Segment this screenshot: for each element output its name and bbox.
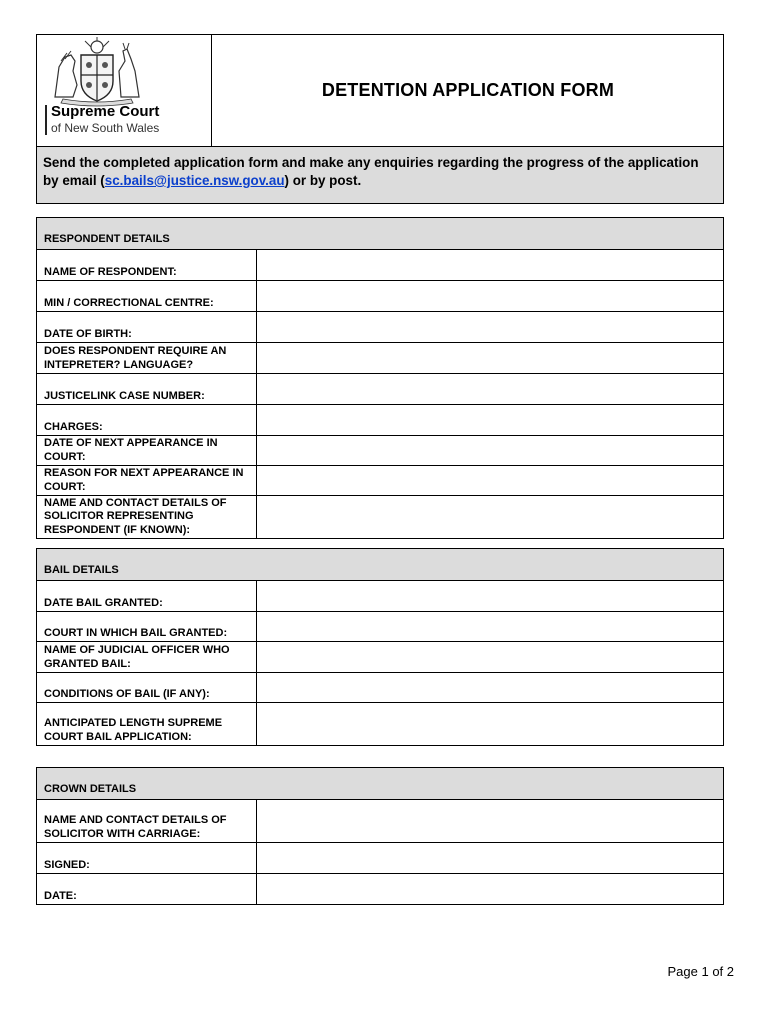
field-label: NAME AND CONTACT DETAILS OF SOLICITOR WITH CARRIAGE: bbox=[37, 800, 257, 842]
field-label: COURT IN WHICH BAIL GRANTED: bbox=[37, 612, 257, 641]
instructions-text-end: ) or by post. bbox=[284, 173, 362, 188]
logo-name: Supreme Court bbox=[51, 103, 160, 120]
field-label: DATE OF NEXT APPEARANCE IN COURT: bbox=[37, 436, 257, 465]
bail-details-section bbox=[36, 548, 724, 746]
date-of-birth-field[interactable] bbox=[257, 312, 723, 342]
crown-details-section bbox=[36, 767, 724, 905]
table-row bbox=[37, 874, 723, 904]
table-row bbox=[37, 703, 723, 745]
field-label: DOES RESPONDENT REQUIRE AN INTEPRETER? LANGUAGE? bbox=[37, 343, 257, 373]
field-label: REASON FOR NEXT APPEARANCE IN COURT: bbox=[37, 466, 257, 495]
table-row bbox=[37, 843, 723, 874]
table-row bbox=[37, 343, 723, 374]
logo-divider bbox=[45, 105, 47, 135]
field-label: NAME OF RESPONDENT: bbox=[37, 250, 257, 280]
table-row bbox=[37, 281, 723, 312]
field-label: DATE: bbox=[37, 874, 257, 904]
next-appearance-date-field[interactable] bbox=[257, 436, 723, 465]
table-row bbox=[37, 612, 723, 642]
table-row bbox=[37, 581, 723, 612]
correctional-centre-field[interactable] bbox=[257, 281, 723, 311]
field-label: DATE BAIL GRANTED: bbox=[37, 581, 257, 611]
instructions-text: Send the completed application form and make any enquiries regarding the progress of the application by email ( bbox=[43, 155, 699, 188]
respondent-solicitor-field[interactable] bbox=[257, 496, 723, 538]
signature-field[interactable] bbox=[257, 843, 723, 873]
form-header bbox=[36, 34, 724, 204]
respondent-details-section bbox=[36, 217, 724, 539]
field-label: NAME OF JUDICIAL OFFICER WHO GRANTED BAIL: bbox=[37, 642, 257, 672]
page-number: Page 1 of 2 bbox=[667, 964, 734, 979]
application-length-field[interactable] bbox=[257, 703, 723, 745]
section-heading: BAIL DETAILS bbox=[37, 549, 723, 581]
email-link[interactable]: sc.bails@justice.nsw.gov.au bbox=[104, 173, 285, 188]
field-label: MIN / CORRECTIONAL CENTRE: bbox=[37, 281, 257, 311]
field-label: SIGNED: bbox=[37, 843, 257, 873]
crown-solicitor-field[interactable] bbox=[257, 800, 723, 842]
judicial-officer-field[interactable] bbox=[257, 642, 723, 672]
table-row bbox=[37, 436, 723, 466]
field-label: ANTICIPATED LENGTH SUPREME COURT BAIL APPLICATION: bbox=[37, 703, 257, 745]
field-label: CHARGES: bbox=[37, 405, 257, 435]
date-field[interactable] bbox=[257, 874, 723, 904]
table-row bbox=[37, 496, 723, 538]
next-appearance-reason-field[interactable] bbox=[257, 466, 723, 495]
interpreter-field[interactable] bbox=[257, 343, 723, 373]
table-row bbox=[37, 374, 723, 405]
field-label: NAME AND CONTACT DETAILS OF SOLICITOR REPRESENTING RESPONDENT (IF KNOWN): bbox=[37, 496, 257, 538]
bail-court-field[interactable] bbox=[257, 612, 723, 641]
table-row bbox=[37, 800, 723, 843]
field-label: DATE OF BIRTH: bbox=[37, 312, 257, 342]
form-title: DETENTION APPLICATION FORM bbox=[321, 80, 615, 100]
table-row bbox=[37, 466, 723, 496]
bail-conditions-field[interactable] bbox=[257, 673, 723, 702]
table-row bbox=[37, 405, 723, 436]
instructions bbox=[37, 146, 723, 203]
logo-subname: of New South Wales bbox=[51, 121, 160, 135]
field-label: CONDITIONS OF BAIL (IF ANY): bbox=[37, 673, 257, 702]
charges-field[interactable] bbox=[257, 405, 723, 435]
bail-date-field[interactable] bbox=[257, 581, 723, 611]
court-logo bbox=[37, 35, 212, 146]
table-row bbox=[37, 250, 723, 281]
table-row bbox=[37, 642, 723, 673]
case-number-field[interactable] bbox=[257, 374, 723, 404]
table-row bbox=[37, 312, 723, 343]
field-label: JUSTICELINK CASE NUMBER: bbox=[37, 374, 257, 404]
coat-of-arms-icon bbox=[47, 37, 147, 109]
table-row bbox=[37, 673, 723, 703]
respondent-name-field[interactable] bbox=[257, 250, 723, 280]
section-heading: CROWN DETAILS bbox=[37, 768, 723, 800]
section-heading: RESPONDENT DETAILS bbox=[37, 218, 723, 250]
